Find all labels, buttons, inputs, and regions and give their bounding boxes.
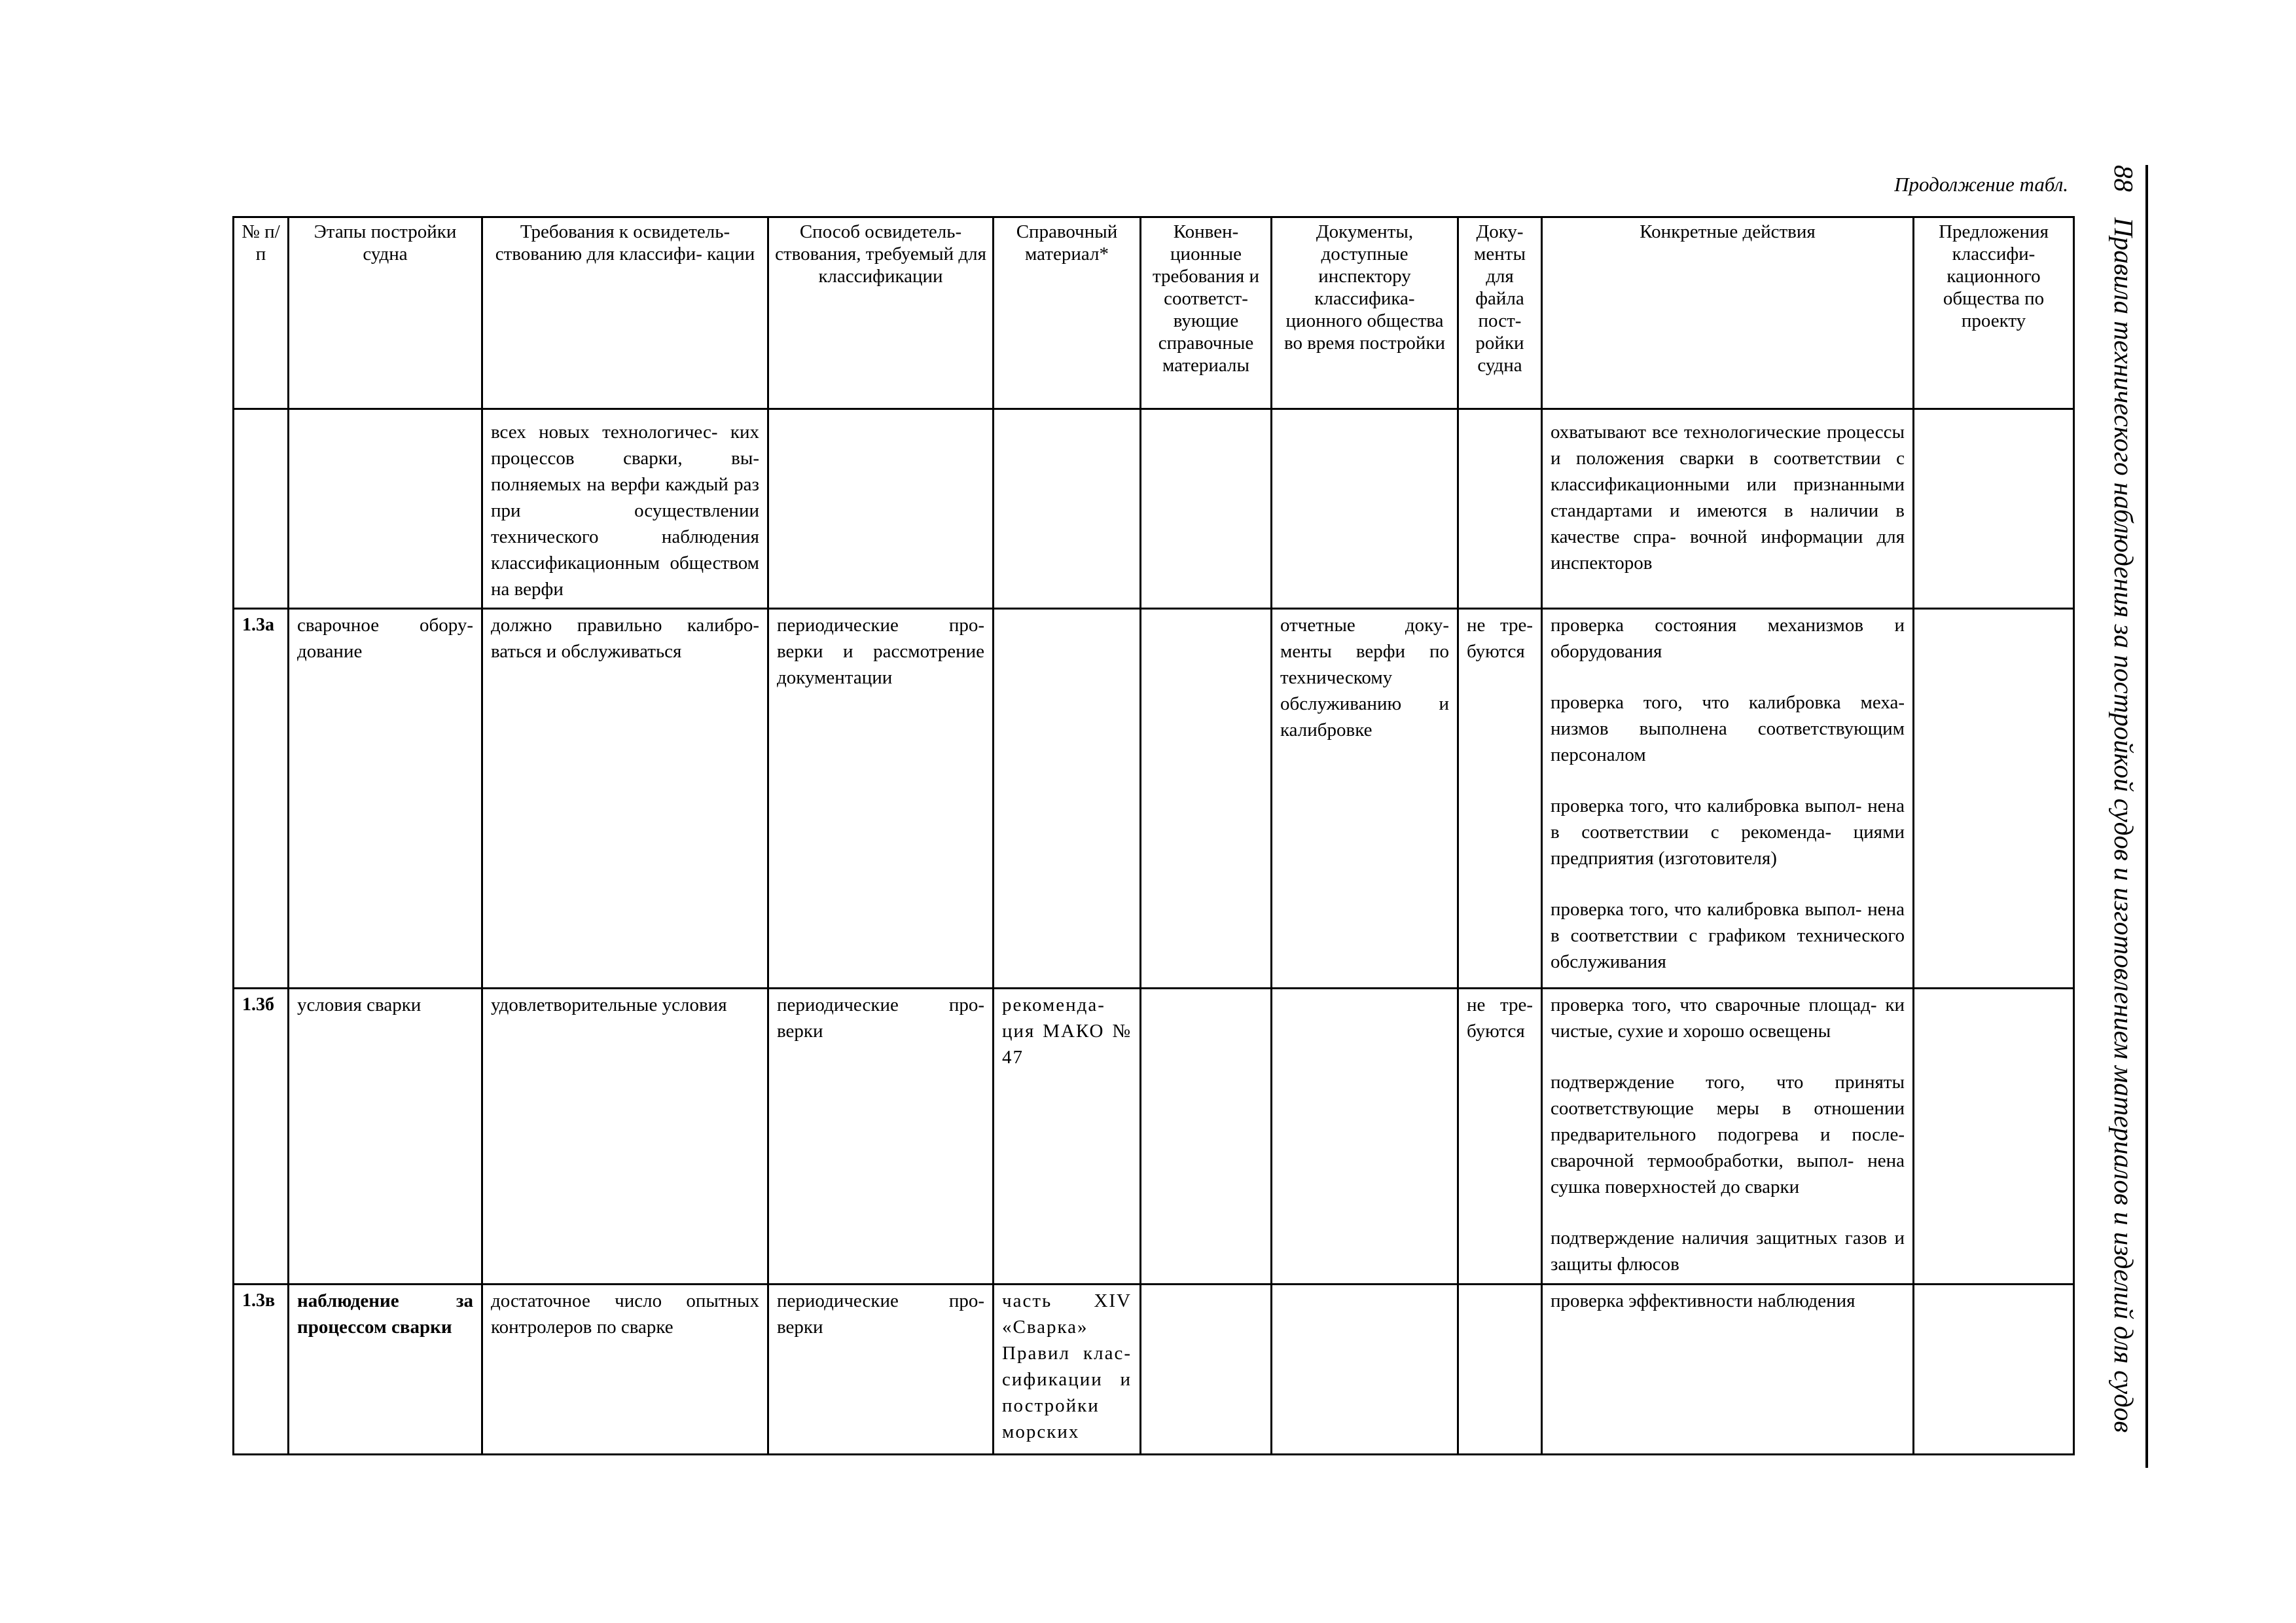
continuation-label: Продолжение табл. [1894,173,2068,196]
header-method: Способ освидетель- ствования, требуемый для классификации [768,217,994,409]
row-actions [1542,1285,1914,1455]
row-conventional [1141,409,1272,609]
row-file-docs: не тре- буются [1458,609,1542,989]
row-proposals [1914,1285,2074,1455]
action-item: подтверждение того, что приняты соответствующие меры в отношении предварительного подогрева и после- сварочной термообработки, выпол- нена сушка поверхностей до сварки [1551,1072,1905,1197]
row-conventional [1141,989,1272,1285]
page-number: 88 [2109,165,2139,192]
row-reference [994,609,1141,989]
header-row [234,217,2074,409]
table-row [234,609,2074,989]
header-documents: Документы, доступные инспектору классифика- ционного общества во время постройки [1272,217,1458,409]
action-item: проверка состояния механизмов и оборудования [1551,615,1905,662]
row-num [234,409,289,609]
row-file-docs [1458,1285,1542,1455]
header-actions: Конкретные действия [1542,217,1914,409]
row-stage: условия сварки [289,989,482,1285]
row-num: 1.3б [234,989,289,1285]
row-stage: наблюдение за процессом сварки [289,1285,482,1455]
row-conventional [1141,1285,1272,1455]
action-item: подтверждение наличия защитных газов и защиты флюсов [1551,1228,1905,1275]
header-requirements: Требования к освидетель- ствованию для классифи- кации [482,217,768,409]
action-item: охватывают все технологические процессы и положения сварки в соответствии с классификационными или признанными стандартами и имеются в наличии в качестве спра- вочной информации для инспекторов [1551,422,1905,574]
header-num: № п/п [234,217,289,409]
inspection-table [232,216,2075,1455]
running-header [2101,165,2147,1474]
row-num: 1.3в [234,1285,289,1455]
header-stage: Этапы постройки судна [289,217,482,409]
action-item: проверка того, что калибровка выпол- нена в соответствии с рекоменда- циями предприятия (изготовителя) [1551,795,1905,869]
row-documents [1272,989,1458,1285]
action-item: проверка того, что калибровка выпол- нена в соответствии с графиком технического обслуживания [1551,899,1905,972]
header-file-docs: Доку- менты для файла пост- ройки судна [1458,217,1542,409]
row-conventional [1141,609,1272,989]
row-proposals [1914,409,2074,609]
row-stage: сварочное обору- дование [289,609,482,989]
row-requirements: достаточное число опытных контролеров по сварке [482,1285,768,1455]
row-stage [289,409,482,609]
row-requirements: удовлетворительные условия [482,989,768,1285]
row-file-docs: не тре- буются [1458,989,1542,1285]
row-file-docs [1458,409,1542,609]
header-reference: Справочный материал* [994,217,1141,409]
row-actions [1542,609,1914,989]
row-requirements: всех новых технологичес- ких процессов сварки, вы- полняемых на верфи каждый раз при осуществлении технического наблюдения классификационным обществом на верфи [482,409,768,609]
row-documents: отчетные доку- менты верфи по техническому обслуживанию и калибровке [1272,609,1458,989]
action-item: проверка эффективности наблюдения [1551,1290,1856,1311]
row-proposals [1914,989,2074,1285]
row-num: 1.3а [234,609,289,989]
running-title: Правила технического наблюдения за постройкой судов и изготовлением материалов и изделий для судов [2109,217,2139,1433]
header-proposals: Предложения классифи- кационного общества по проекту [1914,217,2074,409]
header-conventional: Конвен- ционные требования и соответст- вующие справочные материалы [1141,217,1272,409]
table-row [234,409,2074,609]
row-method [768,409,994,609]
row-requirements: должно правильно калибро- ваться и обслуживаться [482,609,768,989]
header-rule [2145,165,2148,1468]
table-row [234,989,2074,1285]
row-reference: часть XIV «Сварка» Правил клас- сификации и постройки морских [994,1285,1141,1455]
row-actions [1542,409,1914,609]
row-documents [1272,409,1458,609]
row-documents [1272,1285,1458,1455]
table-row [234,1285,2074,1455]
row-method: периодические про- верки [768,989,994,1285]
row-method: периодические про- верки и рассмотрение документации [768,609,994,989]
row-method: периодические про- верки [768,1285,994,1455]
action-item: проверка того, что калибровка меха- низмов выполнена соответствующим персоналом [1551,692,1905,765]
row-reference: рекоменда- ция МАКО № 47 [994,989,1141,1285]
row-reference [994,409,1141,609]
row-actions [1542,989,1914,1285]
action-item: проверка того, что сварочные площад- ки чистые, сухие и хорошо освещены [1551,994,1905,1042]
row-proposals [1914,609,2074,989]
